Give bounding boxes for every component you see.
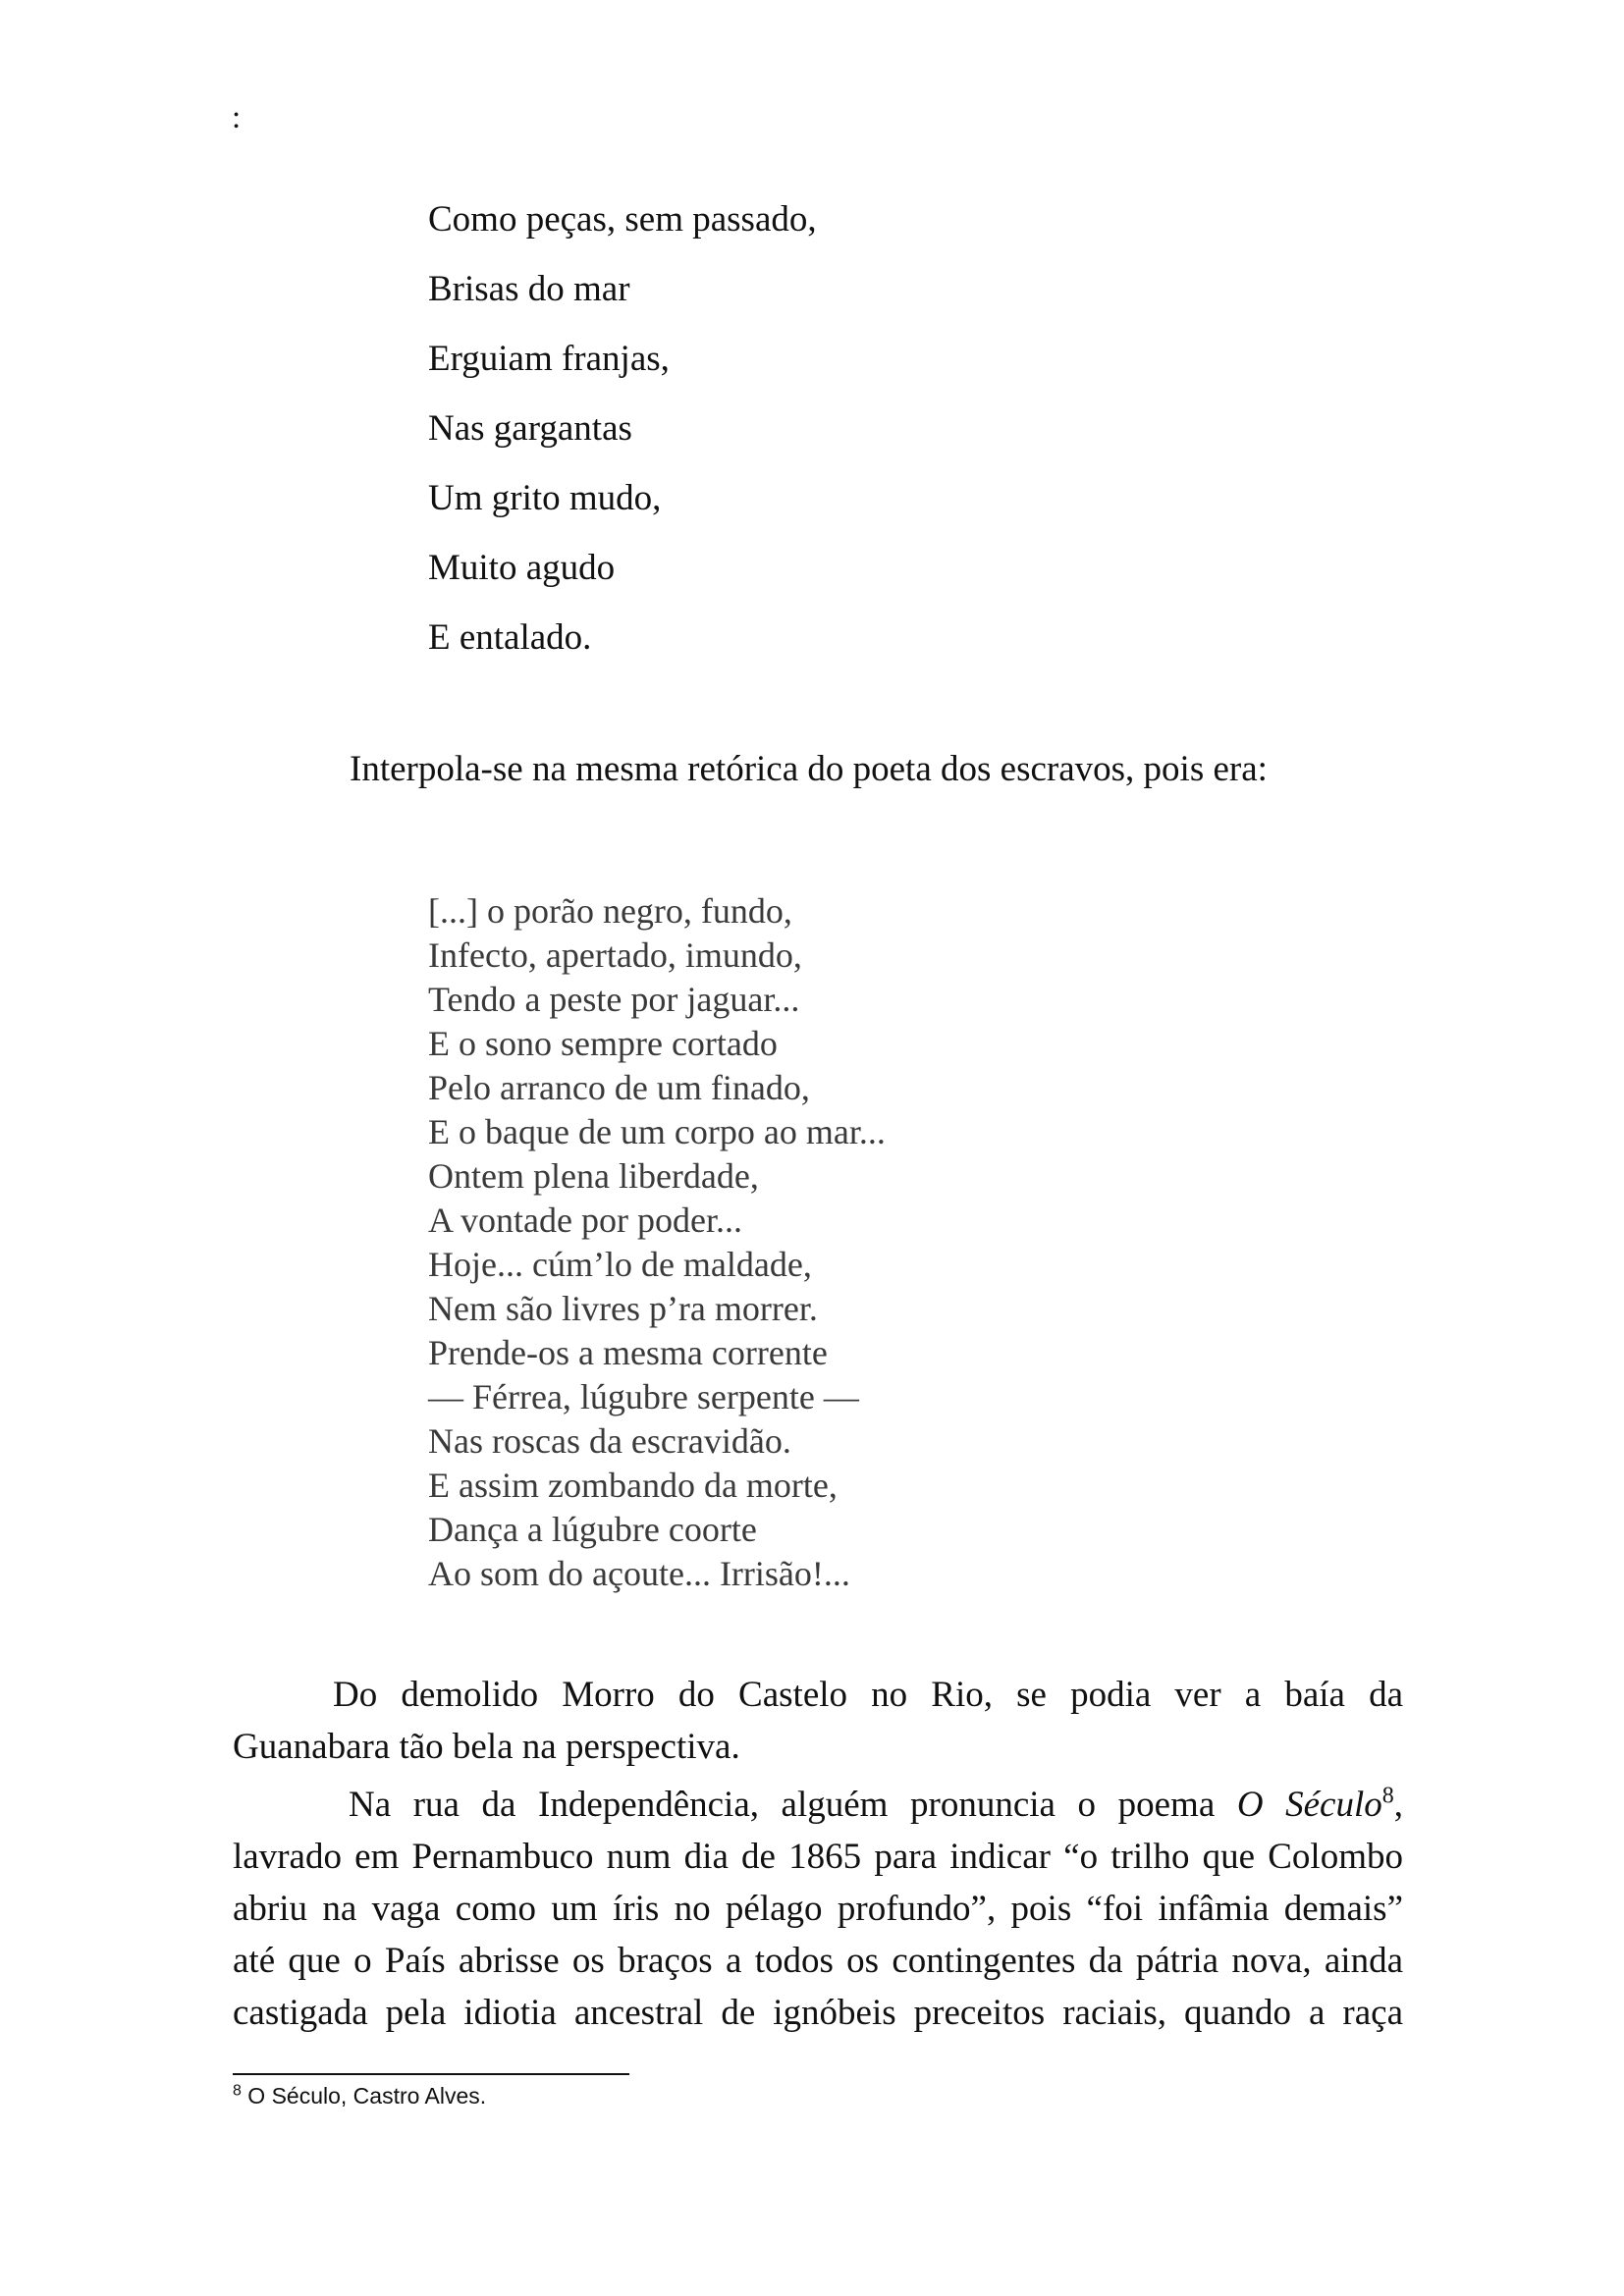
quote-line: Pelo arranco de um finado, [428,1068,810,1107]
quote-line: Nem são livres p’ra morrer. [428,1289,818,1328]
quote-line: Prende-os a mesma corrente [428,1333,828,1372]
paragraph-independencia [233,1779,1403,2039]
poem-title: O Século [1236,1785,1382,1825]
poem-line: Muito agudo [428,548,616,588]
quote-line: E assim zombando da morte, [428,1466,838,1505]
paragraph-line: lavrado em Pernambuco num dia de 1865 para indicar “o trilho que Colombo [233,1837,1403,1877]
poem-line: Um grito mudo, [428,478,662,518]
paragraph-line: Guanabara tão bela na perspectiva. [233,1727,740,1767]
quote-line: Infecto, apertado, imundo, [428,935,802,975]
poem-line: Brisas do mar [428,269,630,309]
quote-line: Nas roscas da escravidão. [428,1421,791,1461]
quote-line: A vontade por poder... [428,1201,742,1240]
quote-line: E o sono sempre cortado [428,1024,778,1063]
paragraph-castelo [233,1669,1403,1773]
quote-line: [...] o porão negro, fundo, [428,891,792,931]
paragraph-line: Do demolido Morro do Castelo no Rio, se podia ver a baía da [333,1675,1403,1715]
footnote-number: 8 [233,2082,242,2100]
quote-line: Ao som do açoute... Irrisão!... [428,1554,850,1593]
paragraph-line: abriu na vaga como um íris no pélago profundo”, pois “foi infâmia demais” [233,1889,1403,1929]
quote-line: — Férrea, lúgubre serpente — [428,1377,859,1416]
poem-line: Erguiam franjas, [428,339,670,379]
quoted-poem [428,889,886,1596]
footnote [233,2083,486,2109]
intro-line: Interpola-se na mesma retórica do poeta dos escravos, pois era: [350,749,1268,789]
footnote-ref: 8 [1381,1783,1394,1809]
quote-line: Tendo a peste por jaguar... [428,980,800,1019]
quote-line: Hoje... cúm’lo de maldade, [428,1245,812,1284]
poem-line: Como peças, sem passado, [428,199,817,240]
paragraph-line: até que o País abrisse os braços a todos os contingentes da pátria nova, ainda [233,1941,1403,1981]
quote-line: Ontem plena liberdade, [428,1156,759,1196]
poem-stanza [428,192,817,680]
paragraph-line: castigada pela idiotia ancestral de ignóbeis preceitos raciais, quando a raça [233,1993,1403,2033]
poem-line: Nas gargantas [428,408,632,449]
poem-line: E entalado. [428,617,592,658]
paragraph-text: , [1393,1785,1403,1825]
footnote-text: O Século, Castro Alves. [241,2083,487,2109]
quote-line: E o baque de um corpo ao mar... [428,1112,886,1151]
paragraph-line [233,1779,1403,1831]
footnote-separator [233,2073,629,2075]
quote-line: Dança a lúgubre coorte [428,1510,757,1549]
paragraph-text: Na rua da Independência, alguém pronuncia o poema [349,1785,1237,1825]
page-marker: : [232,100,242,135]
